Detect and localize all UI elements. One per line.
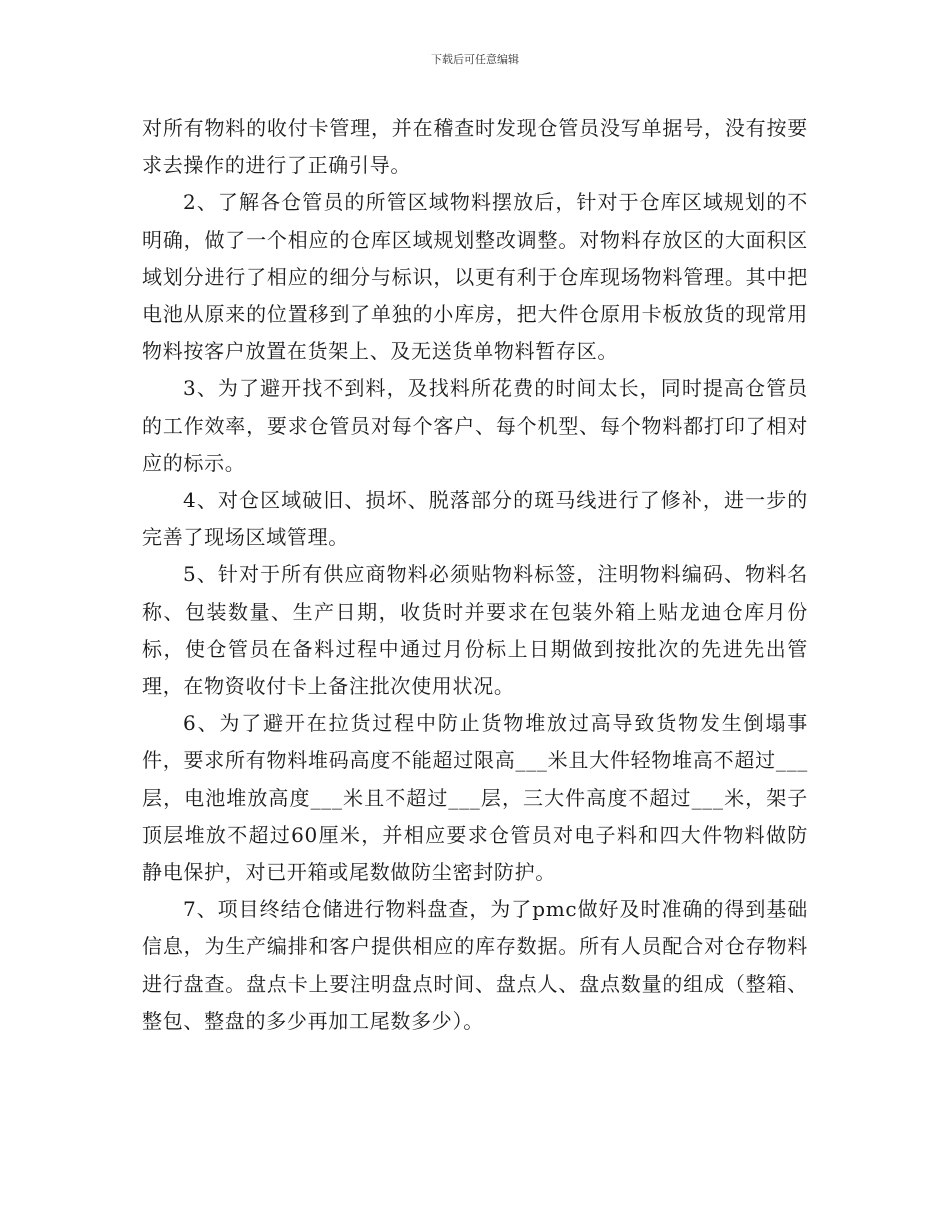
paragraph-5: 5、针对于所有供应商物料必须贴物料标签，注明物料编码、物料名称、包装数量、生产日期，收货时并要求在包装外箱上贴龙迪仓库月份标，使仓管员在备料过程中通过月份标上日期做到按批次的先进先出管理，在物资收付卡上备注批次使用状况。	[142, 562, 808, 699]
paragraph-1: 对所有物料的收付卡管理，并在稽查时发现仓管员没写单据号，没有按要求去操作的进行了正确引导。	[142, 116, 808, 178]
paragraph-7: 7、项目终结仓储进行物料盘查，为了pmc做好及时准确的得到基础信息，为生产编排和客户提供相应的库存数据。所有人员配合对仓存物料进行盘查。盘点卡上要注明盘点时间、盘点人、盘点数量的组成（整箱、整包、整盘的多少再加工尾数多少）。	[142, 897, 808, 1033]
paragraph-4: 4、对仓区域破旧、损坏、脱落部分的斑马线进行了修补，进一步的完善了现场区域管理。	[142, 488, 808, 550]
document-body	[142, 110, 808, 1040]
paragraph-2: 2、了解各仓管员的所管区域物料摆放后，针对于仓库区域规划的不明确，做了一个相应的仓库区域规划整改调整。对物料存放区的大面积区域划分进行了相应的细分与标识，以更有利于仓库现场物料管理。其中把电池从原来的位置移到了单独的小库房，把大件仓原用卡板放货的现常用物料按客户放置在货架上、及无送货单物料暂存区。	[142, 190, 808, 364]
paragraph-3: 3、为了避开找不到料，及找料所花费的时间太长，同时提高仓管员的工作效率，要求仓管员对每个客户、每个机型、每个物料都打印了相对应的标示。	[142, 376, 808, 475]
page-header-note: 下载后可任意编辑	[431, 53, 519, 66]
paragraph-6: 6、为了避开在拉货过程中防止货物堆放过高导致货物发生倒塌事件，要求所有物料堆码高度不能超过限高___米且大件轻物堆高不超过___层，电池堆放高度___米且不超过___层，三大件高度不超过___米，架子顶层堆放不超过60厘米，并相应要求仓管员对电子料和四大件物料做防静电保护，对已开箱或尾数做防尘密封防护。	[142, 711, 808, 885]
